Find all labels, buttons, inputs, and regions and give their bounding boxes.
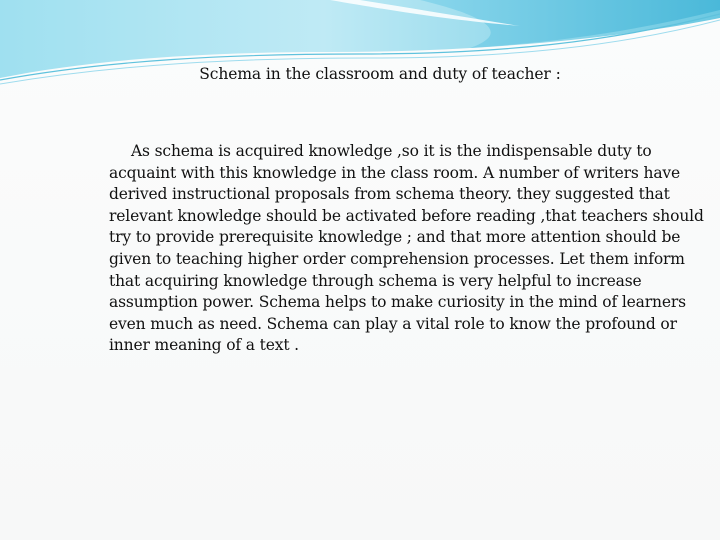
slide-title: Schema in the classroom and duty of teacher : (199, 65, 561, 83)
body-paragraph: As schema is acquired knowledge ,so it is the indispensable duty to acquaint with this knowledge in the class room. A number of writers have derived instructional proposals from schema theory. they suggested that relevant knowledge should be activated before reading ,that teachers should try to provide prerequisite knowledge ; and that more attention should be given to teaching higher order comprehension processes. Let them inform that acquiring knowledge through schema is very helpful to increase assumption power. Schema helps to make curiosity in the mind of learners even much as need. Schema can play a vital role to know the profound or inner meaning of a text . (109, 142, 704, 355)
